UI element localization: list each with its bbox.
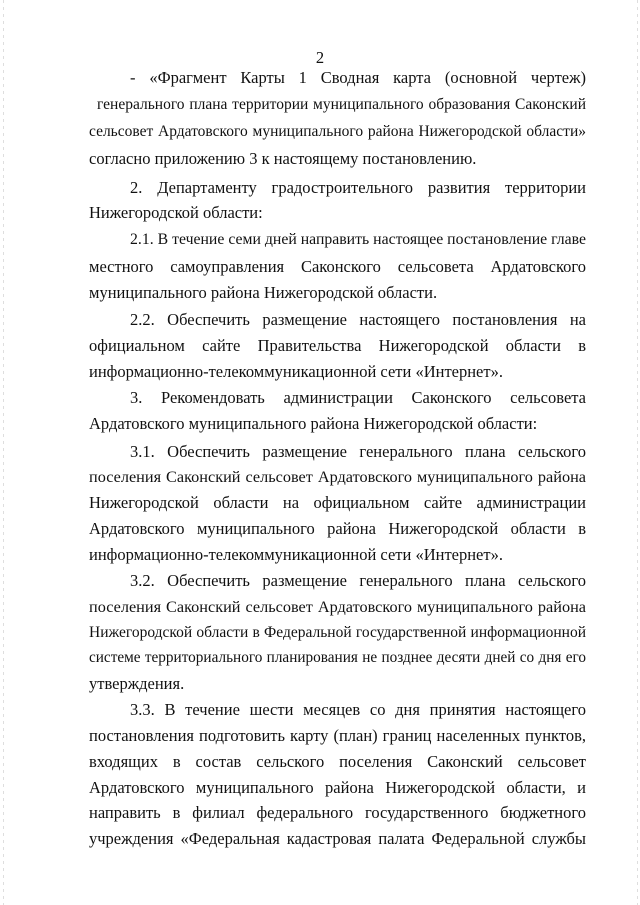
text-line: местного самоуправления Саконского сельсовета Ардатовского [89, 257, 586, 276]
text-line: сельсовет Ардатовского муниципального района Нижегородской области» [89, 123, 586, 140]
text-line: 3.3. В течение шести месяцев со дня принятия настоящего [130, 700, 586, 719]
text-line: Нижегородской области в Федеральной государственной информационной [89, 624, 586, 641]
text-line: постановления подготовить карту (план) границ населенных пунктов, [89, 726, 586, 745]
scan-edge-left [3, 0, 4, 905]
text-line: Ардатовского муниципального района Нижегородской области в [89, 519, 586, 538]
text-line: Нижегородской области на официальном сайте администрации [89, 493, 586, 512]
text-line: 3. Рекомендовать администрации Саконского сельсовета [130, 388, 586, 407]
text-line: муниципального района Нижегородской области. [89, 283, 438, 302]
text-line: Нижегородской области: [89, 203, 263, 222]
text-line: входящих в состав сельского поселения Саконский сельсовет [89, 752, 586, 771]
text-line: направить в филиал федерального государственного бюджетного [89, 803, 586, 822]
text-line: официальном сайте Правительства Нижегородской области в [89, 336, 586, 355]
text-line: поселения Саконский сельсовет Ардатовского муниципального района [89, 468, 586, 486]
text-line: учреждения «Федеральная кадастровая палата Федеральной службы [89, 829, 586, 848]
text-line: 3.1. Обеспечить размещение генерального плана сельского [130, 442, 586, 461]
text-line: информационно-телекоммуникационной сети «Интернет». [89, 545, 503, 564]
text-line: 2.2. Обеспечить размещение настоящего постановления на [130, 310, 586, 329]
text-line: согласно приложению 3 к настоящему постановлению. [89, 149, 477, 168]
text-line: генерального плана территории муниципального образования Саконский [97, 96, 586, 113]
text-line: 3.2. Обеспечить размещение генерального плана сельского [130, 571, 586, 590]
text-line: - «Фрагмент Карты 1 Сводная карта (основной чертеж) [130, 68, 586, 87]
text-line: 2. Департаменту градостроительного развития территории [130, 178, 586, 197]
page-number: 2 [315, 48, 325, 67]
text-line: системе территориального планирования не позднее десяти дней со дня его [89, 649, 586, 666]
text-line: Ардатовского муниципального района Нижегородской области, и [89, 778, 586, 797]
scan-edge-right [637, 0, 638, 905]
text-line: Ардатовского муниципального района Нижегородской области: [89, 414, 538, 433]
text-line: 2.1. В течение семи дней направить настоящее постановление главе [130, 231, 586, 248]
text-line: поселения Саконский сельсовет Ардатовского муниципального района [89, 598, 586, 616]
text-line: утверждения. [89, 674, 185, 693]
text-line: информационно-телекоммуникационной сети «Интернет». [89, 362, 503, 381]
